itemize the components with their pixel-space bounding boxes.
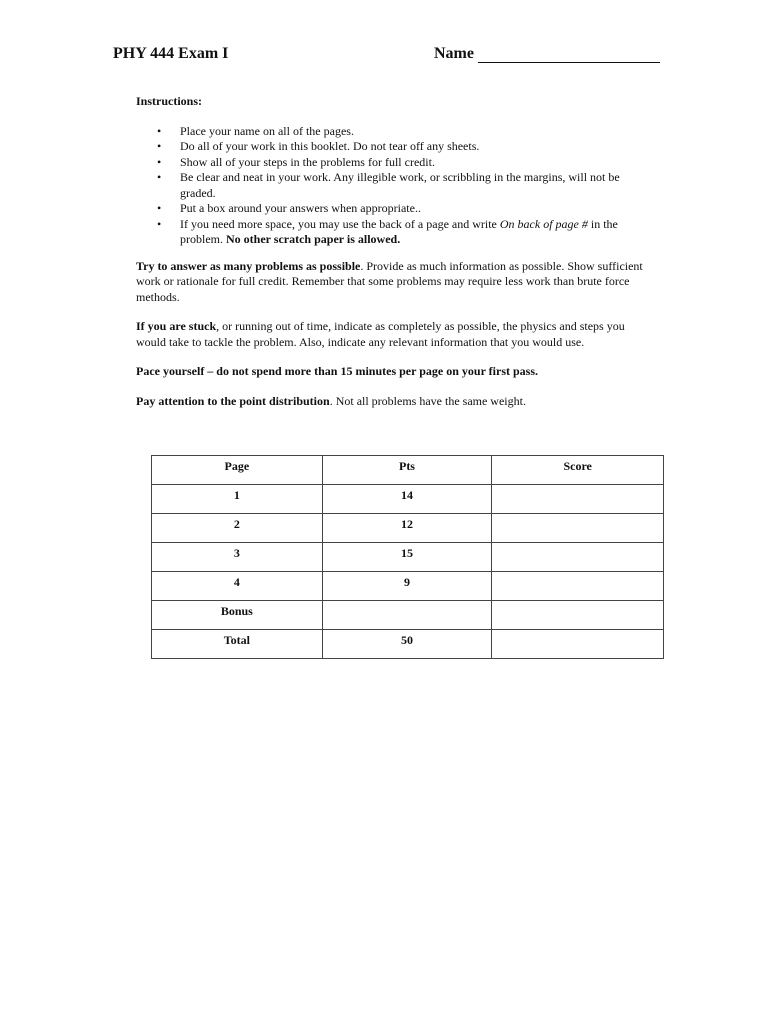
list-item <box>136 217 656 248</box>
bullet-icon: • <box>157 201 162 215</box>
list-item-text: Show all of your steps in the problems for full credit. <box>180 154 435 169</box>
cell-pts: 9 <box>322 572 492 601</box>
list-item <box>136 155 656 171</box>
paragraph-text: . Not all problems have the same weight. <box>329 393 526 408</box>
paragraph-bold: Pay attention to the point distribution <box>136 393 330 408</box>
bullet-icon: • <box>157 216 162 231</box>
cell-pts: 14 <box>322 485 492 514</box>
list-item-italic: On back of page # <box>499 216 588 231</box>
list-item <box>136 170 656 201</box>
paragraph-pace <box>136 364 656 380</box>
cell-page: Bonus <box>152 601 323 630</box>
list-item <box>136 124 656 140</box>
cell-pts: 50 <box>322 630 492 659</box>
list-item-bold: No other scratch paper is allowed. <box>226 232 401 246</box>
list-item-text: Do all of your work in this booklet. Do not tear off any sheets. <box>180 139 480 153</box>
paragraph-try <box>136 259 656 306</box>
name-field <box>434 45 660 63</box>
name-label: Name <box>434 45 474 62</box>
cell-score <box>492 514 664 543</box>
table-row <box>152 543 664 572</box>
table-row <box>152 601 664 630</box>
list-item-text: Place your name on all of the pages. <box>180 123 354 138</box>
cell-pts: 15 <box>322 543 492 572</box>
bullet-icon: • <box>157 139 162 153</box>
header-score: Score <box>492 456 664 485</box>
paragraph-points <box>136 394 656 410</box>
table-row <box>152 572 664 601</box>
score-table <box>151 455 664 659</box>
cell-page: 1 <box>152 485 323 514</box>
table-row <box>152 514 664 543</box>
table-row <box>152 630 664 659</box>
instructions-section <box>136 94 656 423</box>
list-item-text: If you need more space, you may use the back of a page and write <box>180 216 500 231</box>
list-item <box>136 201 656 217</box>
cell-score <box>492 543 664 572</box>
list-item <box>136 139 656 155</box>
table-header-row <box>152 456 664 485</box>
instructions-heading: Instructions: <box>136 94 203 108</box>
cell-page: 3 <box>152 543 323 572</box>
paragraph-text: , or running out of time, indicate as completely as possible, the physics and steps you would take to tackle the problem. Also, indicate any relevant information that you would use. <box>136 319 625 349</box>
table-row <box>152 485 664 514</box>
paragraph-text: . Provide as much information as possible. Show sufficient work or rationale for full credit. Remember that some problems may require less work than brute force methods. <box>136 258 643 304</box>
instructions-list <box>136 124 656 248</box>
paragraph-bold: Try to answer as many problems as possible <box>136 258 361 273</box>
cell-score <box>492 572 664 601</box>
cell-score <box>492 630 664 659</box>
bullet-icon: • <box>157 154 162 169</box>
paragraph-bold: Pace yourself – do not spend more than 15 minutes per page on your first pass. <box>136 364 539 378</box>
cell-score <box>492 601 664 630</box>
cell-page: 2 <box>152 514 323 543</box>
list-item-text: Be clear and neat in your work. Any illegible work, or scribbling in the margins, will not be graded. <box>180 170 620 200</box>
cell-pts: 12 <box>322 514 492 543</box>
list-item-text: Put a box around your answers when appropriate.. <box>180 201 421 215</box>
bullet-icon: • <box>157 170 162 184</box>
list-item-text: in the problem. <box>180 216 618 246</box>
header-page: Page <box>152 456 323 485</box>
exam-title: PHY 444 Exam I <box>113 45 229 62</box>
cell-page: 4 <box>152 572 323 601</box>
cell-page: Total <box>152 630 323 659</box>
header-pts: Pts <box>322 456 492 485</box>
paragraph-bold: If you are stuck <box>136 319 217 333</box>
bullet-icon: • <box>157 123 162 138</box>
cell-pts <box>322 601 492 630</box>
name-blank-line <box>478 48 660 63</box>
paragraph-stuck <box>136 319 656 350</box>
cell-score <box>492 485 664 514</box>
